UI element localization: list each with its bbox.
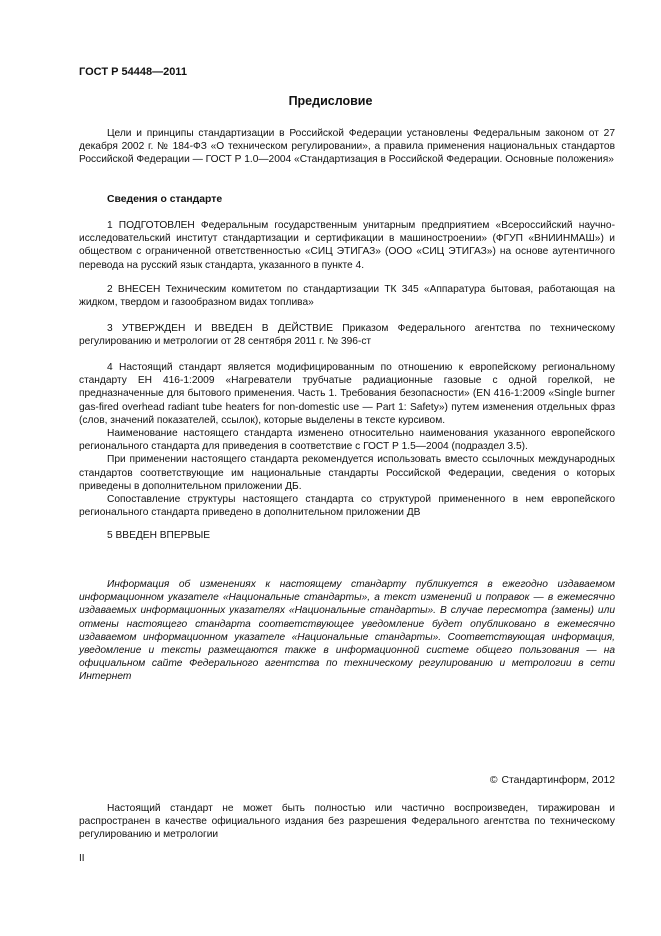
info-notice-text: Информация об изменениях к настоящему стандарту публикуется в ежегодно издаваемом информационном указателе «Национальные стандарты», а текст изменений и поправок — в ежемесячно издаваемых информационных указателях «Национальные стандарты». В случае пересмотра (замены) или отмены настоящего стандарта соответствующее уведомление будет опубликовано в ежемесячно издаваемом информационном указателе «Национальные стандарты». Соответствующая информация, уведомление и тексты размещаются также в информационной системе общего пользования — на официальном сайте Федерального агентства по техническому регулированию и метрологии в сети Интернет (79, 579, 615, 683)
reproduction-notice-text: Настоящий стандарт не может быть полностью или частично воспроизведен, тиражирован и распространен в качестве официального издания без разрешения Федерального агентства по техническому регулированию и метрологии (79, 803, 615, 841)
item-5-text: 5 ВВЕДЕН ВПЕРВЫЕ (107, 530, 211, 541)
reproduction-notice (79, 802, 615, 842)
item-4-paragraph-1: 4 Настоящий стандарт является модифицированным по отношению к европейскому региональному стандарту ЕН 416-1:2009 «Нагреватели трубчатые радиационные газовые с одной горелкой, не предназначенные для бытового применения. Часть 1. Требования безопасности» (EN 416-1:2009 «Single burner gas-fired overhead radiant tube heaters for non-domestic use — Part 1: Safety») путем изменения отдельных фраз (слов, значений показателей, ссылок), которые выделены в тексте курсивом. (79, 362, 615, 426)
item-2-text: 2 ВНЕСЕН Техническим комитетом по стандартизации ТК 345 «Аппаратура бытовая, работающая на жидком, твердом и газообразном видах топлива» (79, 284, 615, 309)
item-4-paragraph-4: Сопоставление структуры настоящего стандарта со структурой примененного в нем европейского регионального стандарта приведено в дополнительном приложении ДВ (79, 494, 615, 519)
intro-paragraph: Цели и принципы стандартизации в Российской Федерации установлены Федеральным законом от 27 декабря 2002 г. № 184-ФЗ «О техническом регулировании», а правила применения национальных стандартов Российской Федерации — ГОСТ Р 1.0—2004 «Стандартизация в Российской Федерации. Основные положения» (79, 128, 615, 166)
item-1 (79, 219, 615, 272)
info-notice (79, 578, 615, 684)
document-code: ГОСТ Р 54448—2011 (79, 66, 187, 78)
page-title: Предисловие (288, 94, 373, 108)
section-subheading: Сведения о стандарте (107, 194, 223, 205)
page-number: II (79, 853, 85, 864)
item-1-text: 1 ПОДГОТОВЛЕН Федеральным государственным унитарным предприятием «Всероссийский научно-исследовательский институт стандартизации и сертификации в машиностроении» (ФГУП «ВНИИНМАШ») и обществом с ограниченной ответственностью «СИЦ ЭТИГАЗ» (ООО «СИЦ ЭТИГАЗ») на основе аутентичного перевода на русский язык стандарта, указанного в пункте 4. (79, 220, 615, 271)
item-4-paragraph-3: При применении настоящего стандарта рекомендуется использовать вместо ссылочных международных стандартов соответствующие им национальные стандарты Российской Федерации, сведения о которых приведены в дополнительном приложении ДБ. (79, 454, 615, 492)
copyright-icon: © (489, 775, 498, 786)
item-5 (79, 529, 615, 542)
intro-block (79, 127, 615, 167)
item-3-text: 3 УТВЕРЖДЕН И ВВЕДЕН В ДЕЙСТВИЕ Приказом Федерального агентства по техническому регулированию и метрологии от 28 сентября 2011 г. № 396-ст (79, 323, 615, 348)
item-3 (79, 322, 615, 348)
item-4 (79, 361, 615, 519)
copyright-text: Стандартинформ, 2012 (501, 775, 615, 786)
item-2 (79, 283, 615, 309)
copyright (490, 775, 615, 786)
item-4-paragraph-2: Наименование настоящего стандарта изменено относительно наименования указанного европейского регионального стандарта для приведения в соответствие с ГОСТ Р 1.5—2004 (подраздел 3.5). (79, 428, 615, 453)
